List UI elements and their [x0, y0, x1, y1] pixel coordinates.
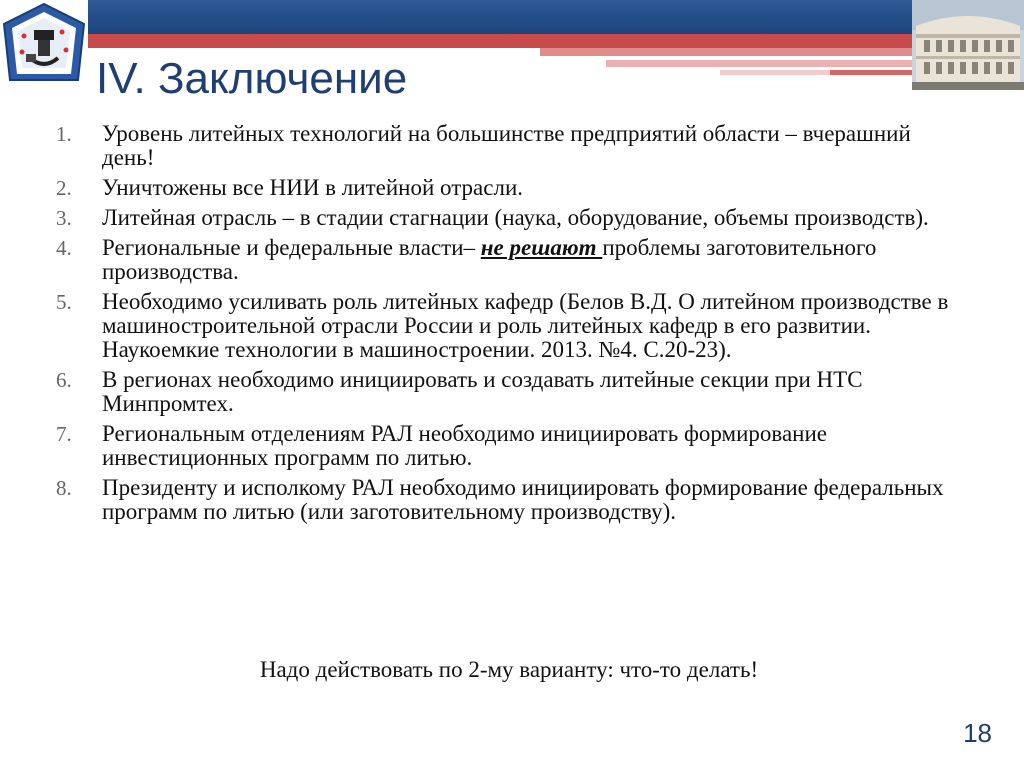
conclusion-text: Надо действовать по 2-му варианту: что-то делать!	[259, 657, 759, 682]
page-number: 18	[963, 718, 992, 748]
list-item-text: В регионах необходимо инициировать и создавать литейные секции при НТС Минпромтех.	[102, 367, 863, 416]
list-item-number: 6.	[56, 368, 72, 392]
slide-title: IV. Заключение	[96, 54, 408, 103]
list-item-text: Президенту и исполкому РАЛ необходимо инициировать формирование федеральных программ по литью (или заготовительному производству).	[102, 475, 944, 524]
list-item-text-after: проблемы заготовительного производства.	[102, 235, 877, 284]
list-item	[56, 368, 956, 416]
list-item	[56, 290, 956, 362]
header-band-red	[88, 34, 912, 48]
header-band-blue	[0, 0, 1024, 34]
organization-logo-icon	[0, 0, 88, 88]
conclusion-list	[56, 122, 956, 530]
list-item-number: 4.	[56, 236, 72, 260]
header-band-red-light	[540, 48, 912, 56]
list-item-text: Литейная отрасль – в стадии стагнации (наука, оборудование, объемы производств).	[102, 205, 929, 230]
list-item-number: 2.	[56, 176, 72, 200]
list-item-text-before: Региональные и федеральные власти–	[102, 235, 481, 260]
emphasis-text: не решают	[480, 235, 603, 260]
list-item	[56, 422, 956, 470]
list-item-text: Необходимо усиливать роль литейных кафедр (Белов В.Д. О литейном производстве в машиностроительной отрасли России и роль литейных кафедр в его развитии. Наукоемкие технологии в машиностроении. 2013. №4. С.20-23).	[102, 289, 949, 362]
list-item-text: Уничтожены все НИИ в литейной отрасли.	[102, 175, 523, 200]
list-item	[56, 176, 956, 200]
list-item-text: Региональным отделениям РАЛ необходимо инициировать формирование инвестиционных программ по литью.	[102, 421, 827, 470]
list-item-number: 7.	[56, 422, 72, 446]
list-item-number: 5.	[56, 290, 72, 314]
list-item-text	[102, 236, 956, 284]
header-band-red-lighter	[606, 60, 912, 67]
building-photo	[912, 0, 1024, 90]
list-item-number: 3.	[56, 206, 72, 230]
list-item	[56, 236, 956, 284]
list-item-number: 1.	[56, 122, 72, 146]
header-band-red-accent	[830, 70, 912, 75]
list-item	[56, 476, 956, 524]
list-item	[56, 206, 956, 230]
list-item-text: Уровень литейных технологий на большинстве предприятий области – вчерашний день!	[102, 121, 911, 170]
list-item	[56, 122, 956, 170]
list-item-number: 8.	[56, 476, 72, 500]
header-band-red-pale	[720, 70, 830, 75]
